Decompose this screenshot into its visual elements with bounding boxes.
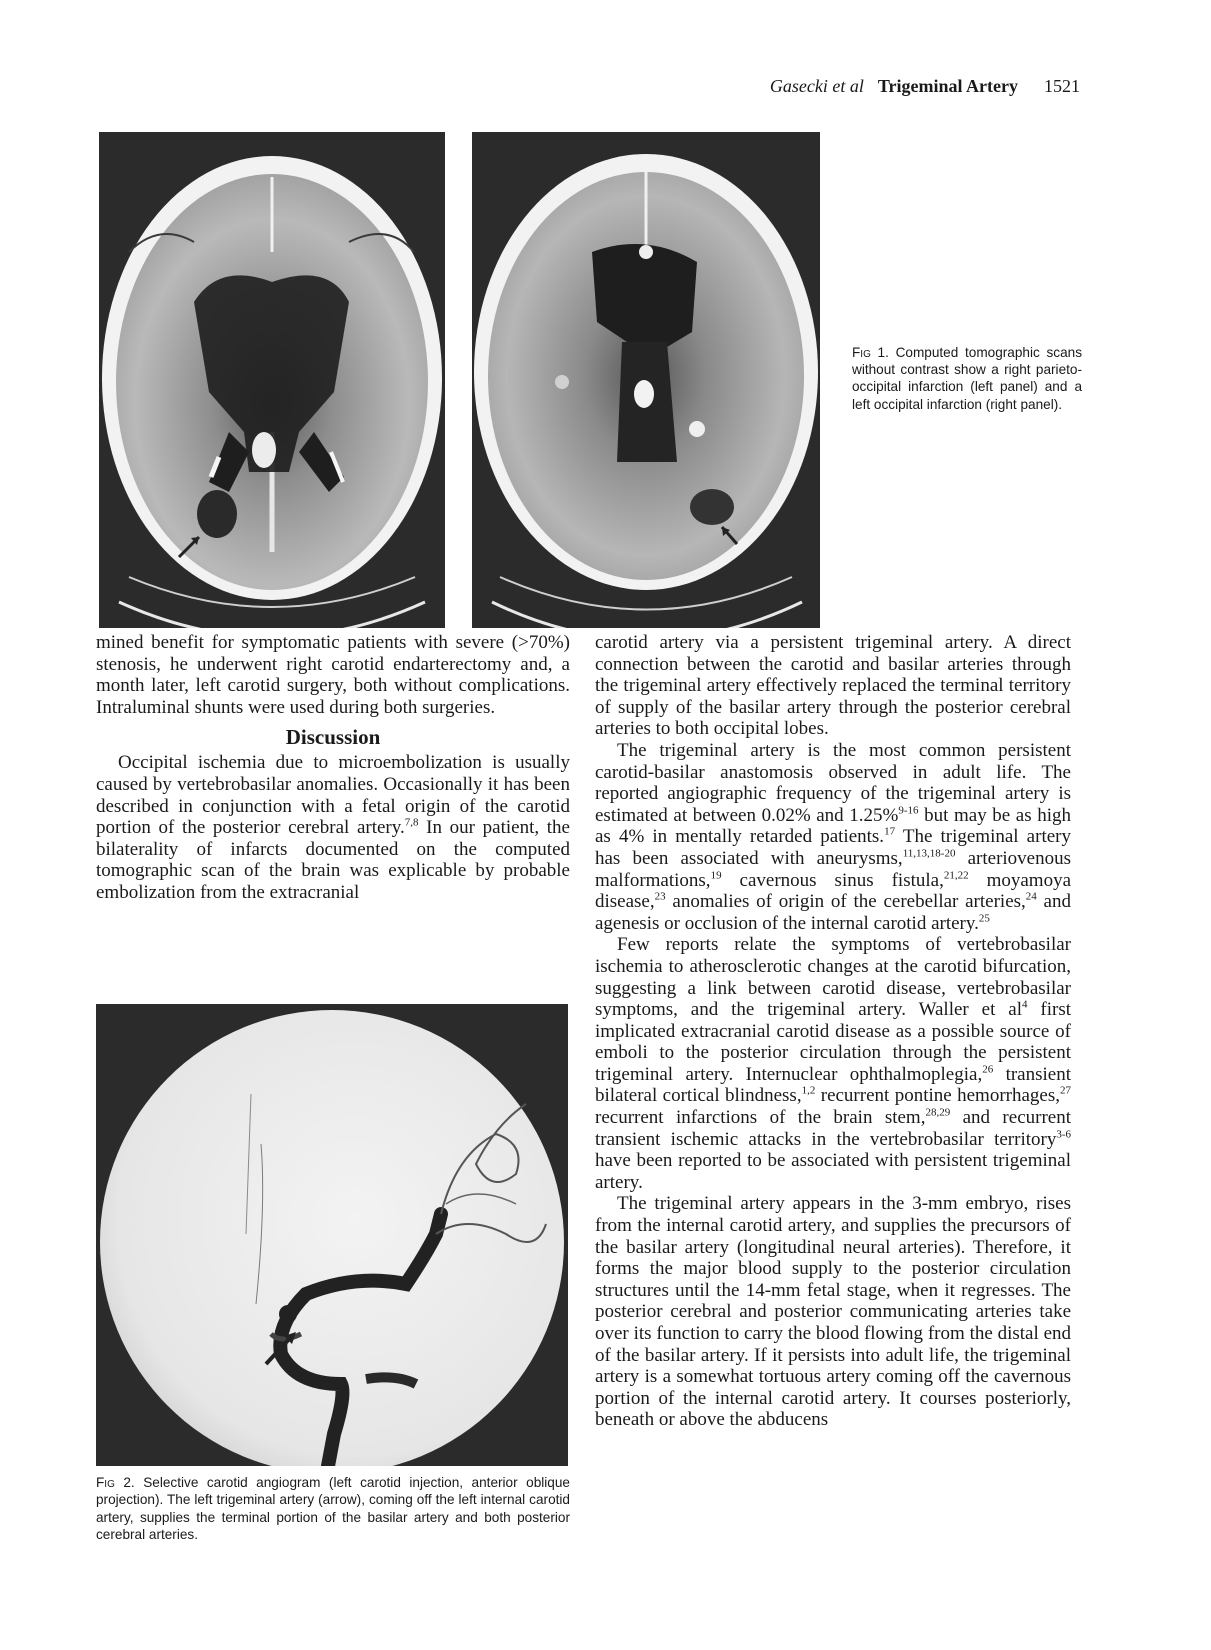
text-run: cavernous sinus fistula, [721, 869, 944, 891]
figure1-caption-text: Computed tomographic scans without contrast show a right parieto-occipital infarction (left panel) and a left occipital infarction (right panel). [852, 345, 1082, 412]
ct-scan-left-graphic [99, 132, 445, 628]
page-number: 1521 [1044, 76, 1080, 96]
right-paragraph-3 [595, 934, 1071, 1193]
text-run: and agenesis or occlusion of the internal carotid artery. [595, 891, 1071, 934]
citation-superscript: 28,29 [925, 1106, 951, 1119]
left-paragraph-1: mined benefit for symptomatic patients with severe (>70%) stenosis, he underwent right carotid endarterectomy and, a month later, left carotid surgery, both without complications. Intraluminal shunts were used during both surgeries. [96, 632, 570, 718]
figure2-caption [96, 1474, 570, 1543]
right-paragraph-2 [595, 740, 1071, 934]
citation-superscript: 25 [978, 912, 990, 925]
figure1-label: Fig 1. [852, 345, 889, 360]
text-run: recurrent infarctions of the brain stem, [595, 1107, 926, 1129]
figure2-label: Fig 2. [96, 1475, 135, 1490]
right-paragraph-4: The trigeminal artery appears in the 3-mm embryo, rises from the internal carotid artery, and supplies the precursors of the basilar artery (longitudinal neural arteries). Therefore, it forms the major blood supply to the posterior circulation structures until the 14-mm fetal stage, when it regresses. The posterior cerebral and posterior communicating arteries take over its function to carry the blood flowing from the distal end of the basilar artery. If it persists into adult life, the trigeminal artery is a somewhat tortuous artery coming off the cavernous portion of the internal carotid artery. It courses posteriorly, beneath or above the abducens [595, 1193, 1071, 1431]
citation-superscript: 23 [654, 890, 666, 903]
text-run: have been reported to be associated with persistent trigeminal artery. [595, 1150, 1071, 1193]
text-run: but may be as high as 4% in mentally retarded patients. [595, 804, 1071, 848]
text-run: first implicated extracranial carotid disease as a possible source of emboli to the posterior circulation through the persistent trigeminal artery. Internuclear ophthalmoplegia, [595, 999, 1071, 1085]
citation-superscript: 27 [1060, 1085, 1072, 1098]
text-run: recurrent pontine hemorrhages, [815, 1085, 1061, 1107]
text-run: arteriovenous malformations, [595, 847, 1072, 891]
citation-superscript: 4 [1021, 998, 1028, 1011]
citation-superscript: 9-16 [898, 804, 919, 817]
figure1-caption [852, 344, 1082, 413]
citation-superscript: 1,2 [801, 1085, 816, 1098]
figure2-caption-text: Selective carotid angiogram (left carotid injection, anterior oblique projection). The left trigeminal artery (arrow), coming off the left internal carotid artery, supplies the terminal portion of the basilar artery and both posterior cerebral arteries. [96, 1475, 570, 1542]
citation-superscript: 21,22 [943, 869, 969, 882]
citation-superscript: 24 [1025, 890, 1037, 903]
angiogram-graphic [96, 1004, 568, 1466]
text-run: Few reports relate the symptoms of vertebrobasilar ischemia to atherosclerotic changes at the carotid bifurcation, suggesting a link between carotid disease, vertebrobasilar symptoms, and the trigeminal artery. Waller et al [595, 934, 1071, 1021]
ct-scan-right-graphic [472, 132, 820, 628]
right-paragraph-1: carotid artery via a persistent trigeminal artery. A direct connection between the carotid and basilar arteries through the trigeminal artery effectively replaced the terminal territory of supply of the basilar artery through the posterior cerebral arteries to both occipital lobes. [595, 632, 1071, 740]
left-column [96, 632, 570, 904]
citation-superscript: 17 [884, 826, 896, 839]
figure2-angiogram-image [96, 1004, 568, 1466]
text-run: moyamoya disease, [595, 869, 1071, 913]
left-paragraph-2 [96, 752, 570, 903]
left-paragraph-2-part-a: Occipital ischemia due to microembolization is usually caused by vertebrobasilar anomalies. Occasionally it has been described in conjunction with a fetal origin of the carotid portion of the posterior cerebral artery. [96, 752, 570, 839]
discussion-heading: Discussion [285, 725, 381, 750]
figure1-left-ct-image [99, 132, 445, 628]
text-run: The trigeminal artery has been associated with aneurysms, [595, 826, 1071, 869]
running-head-author: Gasecki et al [769, 76, 864, 96]
citation-superscript: 11,13,18-20 [902, 847, 956, 860]
text-run: and recurrent transient ischemic attacks in the vertebrobasilar territory [595, 1107, 1071, 1150]
citation-superscript: 7,8 [404, 816, 419, 829]
citation-superscript: 19 [710, 869, 722, 882]
figure1-right-ct-image [472, 132, 820, 628]
right-column [595, 632, 1071, 1431]
citation-superscript: 26 [982, 1063, 994, 1076]
running-head-title: Trigeminal Artery [877, 76, 1018, 96]
running-head [680, 76, 1080, 97]
citation-superscript: 3-6 [1056, 1128, 1071, 1141]
left-paragraph-2-part-b: In our patient, the bilaterality of infarcts documented on the computed tomographic scan of the brain was explicable by probable embolization from the extracranial [96, 817, 570, 903]
text-run: The trigeminal artery is the most common persistent carotid-basilar anastomosis observed in adult life. The reported angiographic frequency of the trigeminal artery is estimated at between 0.02% and 1.25% [595, 739, 1071, 826]
text-run: anomalies of origin of the cerebellar arteries, [665, 891, 1026, 913]
text-run: transient bilateral cortical blindness, [595, 1063, 1071, 1107]
